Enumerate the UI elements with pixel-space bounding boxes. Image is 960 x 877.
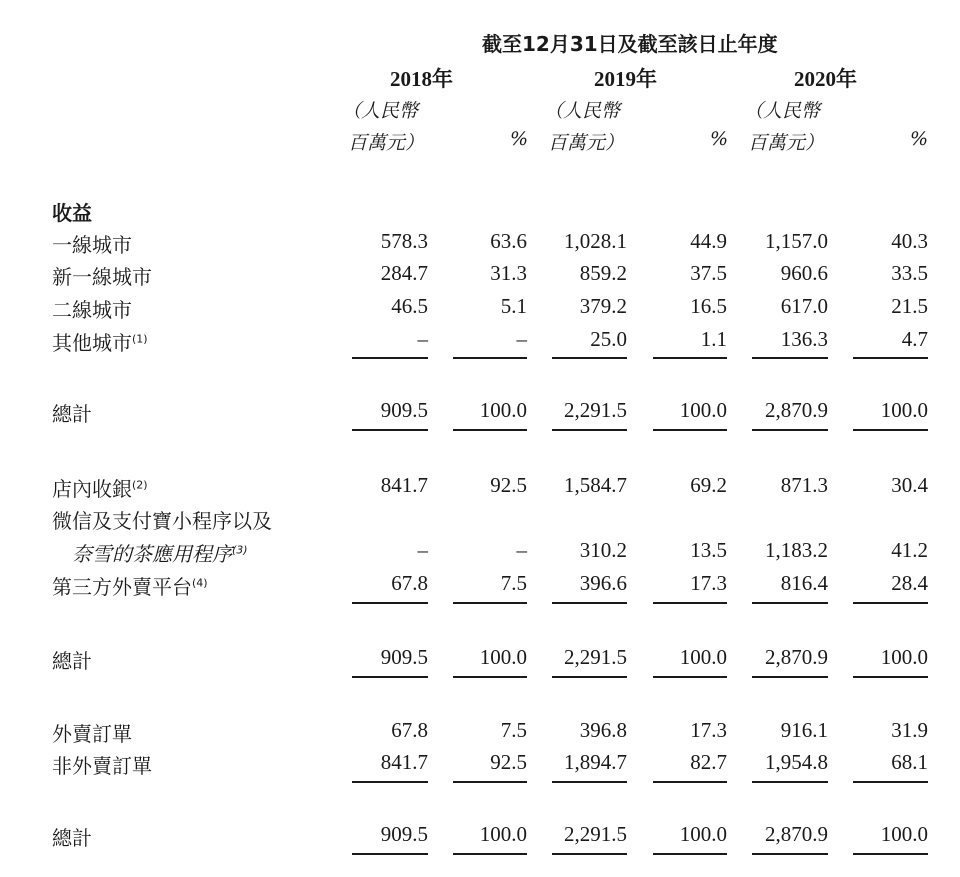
cell-2020-percent: 100.0 (880, 398, 928, 422)
cell-2018-percent: 92.5 (490, 750, 527, 774)
cell-2020-amount: 871.3 (780, 473, 828, 497)
cell-2020-percent: 31.9 (891, 718, 928, 742)
underline-rule (752, 429, 828, 431)
total-label: 總計 (52, 826, 92, 850)
cell-2020-amount: 1,954.8 (765, 750, 828, 774)
unit-label-2019-line2: 百萬元） (548, 132, 625, 154)
cell-2018-amount: 67.8 (391, 718, 428, 742)
cell-2020-amount: 2,870.9 (765, 398, 828, 422)
cell-2019-percent: 100.0 (679, 645, 727, 669)
cell-2020-percent: 68.1 (891, 750, 928, 774)
cell-2019-percent: 100.0 (679, 822, 727, 846)
underline-rule (453, 676, 527, 678)
footnote-ref: (2) (132, 478, 148, 492)
underline-rule (552, 602, 627, 604)
percent-heading-2018: % (510, 128, 529, 150)
cell-2018-amount: 909.5 (380, 398, 428, 422)
underline-rule (853, 602, 928, 604)
underline-rule (853, 357, 928, 359)
unit-label-2020-line1: （人民幣 (744, 100, 821, 122)
total-label: 總計 (52, 649, 92, 673)
section-title-revenue: 收益 (52, 201, 92, 225)
cell-2020-percent: 100.0 (880, 822, 928, 846)
underline-rule (453, 853, 527, 855)
cell-2019-percent: 16.5 (690, 294, 727, 318)
cell-2019-amount: 379.2 (579, 294, 627, 318)
cell-2019-amount: 2,291.5 (564, 822, 627, 846)
underline-rule (552, 357, 627, 359)
underline-rule (752, 781, 828, 783)
row-label: 非外賣訂單 (52, 754, 152, 778)
percent-heading-2020: % (910, 128, 929, 150)
footnote-ref: (1) (132, 332, 148, 346)
cell-2020-amount: 1,183.2 (765, 538, 828, 562)
cell-2018-percent: 5.1 (500, 294, 527, 318)
row-label: 微信及支付寶小程序以及 (52, 509, 272, 533)
cell-2019-percent: 69.2 (690, 473, 727, 497)
underline-rule (552, 853, 627, 855)
cell-2018-percent: 92.5 (490, 473, 527, 497)
cell-2019-amount: 1,028.1 (564, 229, 627, 253)
cell-2018-percent: 7.5 (500, 571, 527, 595)
row-label: 二線城市 (52, 298, 132, 322)
cell-2018-amount: 909.5 (380, 645, 428, 669)
underline-rule (352, 853, 428, 855)
cell-2020-percent: 28.4 (891, 571, 928, 595)
total-label: 總計 (52, 402, 92, 426)
underline-rule (653, 781, 727, 783)
row-label: 新一線城市 (52, 265, 152, 289)
cell-2019-amount: 859.2 (579, 261, 627, 285)
underline-rule (352, 357, 428, 359)
cell-2018-percent: 63.6 (490, 229, 527, 253)
cell-2018-percent: 100.0 (479, 645, 527, 669)
cell-2019-percent: 100.0 (679, 398, 727, 422)
cell-2018-amount: 841.7 (380, 473, 428, 497)
cell-2019-percent: 44.9 (690, 229, 727, 253)
unit-label-2019-line1: （人民幣 (544, 100, 621, 122)
underline-rule (853, 676, 928, 678)
cell-2018-percent: – (516, 327, 527, 351)
underline-rule (752, 602, 828, 604)
cell-2020-amount: 916.1 (780, 718, 828, 742)
underline-rule (453, 602, 527, 604)
underline-rule (752, 357, 828, 359)
cell-2018-amount: 841.7 (380, 750, 428, 774)
cell-2020-amount: 2,870.9 (765, 822, 828, 846)
underline-rule (653, 602, 727, 604)
row-label: 外賣訂單 (52, 722, 132, 746)
year-2018-heading: 2018年 (390, 67, 453, 91)
underline-rule (453, 429, 527, 431)
cell-2018-amount: 909.5 (380, 822, 428, 846)
cell-2020-amount: 960.6 (780, 261, 828, 285)
cell-2019-amount: 396.6 (579, 571, 627, 595)
underline-rule (653, 357, 727, 359)
cell-2019-percent: 1.1 (700, 327, 727, 351)
cell-2019-amount: 2,291.5 (564, 645, 627, 669)
cell-2020-amount: 1,157.0 (765, 229, 828, 253)
cell-2020-percent: 40.3 (891, 229, 928, 253)
underline-rule (453, 357, 527, 359)
row-label: 其他城市$^{(1)}$ (52, 331, 148, 355)
cell-2018-amount: 67.8 (391, 571, 428, 595)
cell-2019-amount: 1,894.7 (564, 750, 627, 774)
cell-2020-percent: 41.2 (891, 538, 928, 562)
underline-rule (552, 781, 627, 783)
underline-rule (552, 429, 627, 431)
cell-2019-percent: 13.5 (690, 538, 727, 562)
cell-2020-percent: 21.5 (891, 294, 928, 318)
cell-2019-percent: 37.5 (690, 261, 727, 285)
cell-2019-amount: 2,291.5 (564, 398, 627, 422)
cell-2018-amount: 46.5 (391, 294, 428, 318)
cell-2019-amount: 25.0 (590, 327, 627, 351)
underline-rule (352, 781, 428, 783)
cell-2019-percent: 17.3 (690, 571, 727, 595)
unit-label-2018-line1: （人民幣 (342, 100, 419, 122)
cell-2020-percent: 30.4 (891, 473, 928, 497)
underline-rule (453, 781, 527, 783)
unit-label-2018-line2: 百萬元） (348, 132, 425, 154)
percent-heading-2019: % (710, 128, 729, 150)
cell-2020-percent: 4.7 (901, 327, 928, 351)
unit-label-2020-line2: 百萬元） (748, 132, 825, 154)
underline-rule (853, 781, 928, 783)
footnote-ref: (4) (192, 576, 208, 590)
underline-rule (853, 853, 928, 855)
cell-2018-amount: – (417, 327, 428, 351)
cell-2020-percent: 100.0 (880, 645, 928, 669)
cell-2018-percent: 100.0 (479, 398, 527, 422)
cell-2019-percent: 82.7 (690, 750, 727, 774)
cell-2019-amount: 1,584.7 (564, 473, 627, 497)
year-2019-heading: 2019年 (594, 67, 657, 91)
cell-2018-amount: 284.7 (380, 261, 428, 285)
underline-rule (752, 853, 828, 855)
cell-2020-amount: 617.0 (780, 294, 828, 318)
cell-2019-percent: 17.3 (690, 718, 727, 742)
underline-rule (853, 429, 928, 431)
footnote-ref: (3) (232, 543, 248, 557)
underline-rule (752, 676, 828, 678)
underline-rule (653, 676, 727, 678)
underline-rule (653, 853, 727, 855)
cell-2018-amount: 578.3 (380, 229, 428, 253)
cell-2018-percent: 31.3 (490, 261, 527, 285)
cell-2020-amount: 816.4 (780, 571, 828, 595)
cell-2020-percent: 33.5 (891, 261, 928, 285)
row-label: 第三方外賣平台$^{(4)}$ (52, 575, 208, 599)
underline-rule (552, 676, 627, 678)
period-title: 截至12月31日及截至該日止年度 (482, 32, 778, 56)
underline-rule (653, 429, 727, 431)
cell-2018-percent: 100.0 (479, 822, 527, 846)
cell-2020-amount: 136.3 (780, 327, 828, 351)
cell-2019-amount: 310.2 (579, 538, 627, 562)
row-label-continued: 奈雪的茶應用程序$^{(3)}$ (72, 542, 248, 566)
cell-2018-percent: – (516, 538, 527, 562)
year-2020-heading: 2020年 (794, 67, 857, 91)
underline-rule (352, 429, 428, 431)
row-label: 一線城市 (52, 233, 132, 257)
underline-rule (352, 676, 428, 678)
cell-2018-percent: 7.5 (500, 718, 527, 742)
row-label: 店內收銀$^{(2)}$ (52, 477, 148, 501)
underline-rule (352, 602, 428, 604)
cell-2018-amount: – (417, 538, 428, 562)
cell-2019-amount: 396.8 (579, 718, 627, 742)
cell-2020-amount: 2,870.9 (765, 645, 828, 669)
